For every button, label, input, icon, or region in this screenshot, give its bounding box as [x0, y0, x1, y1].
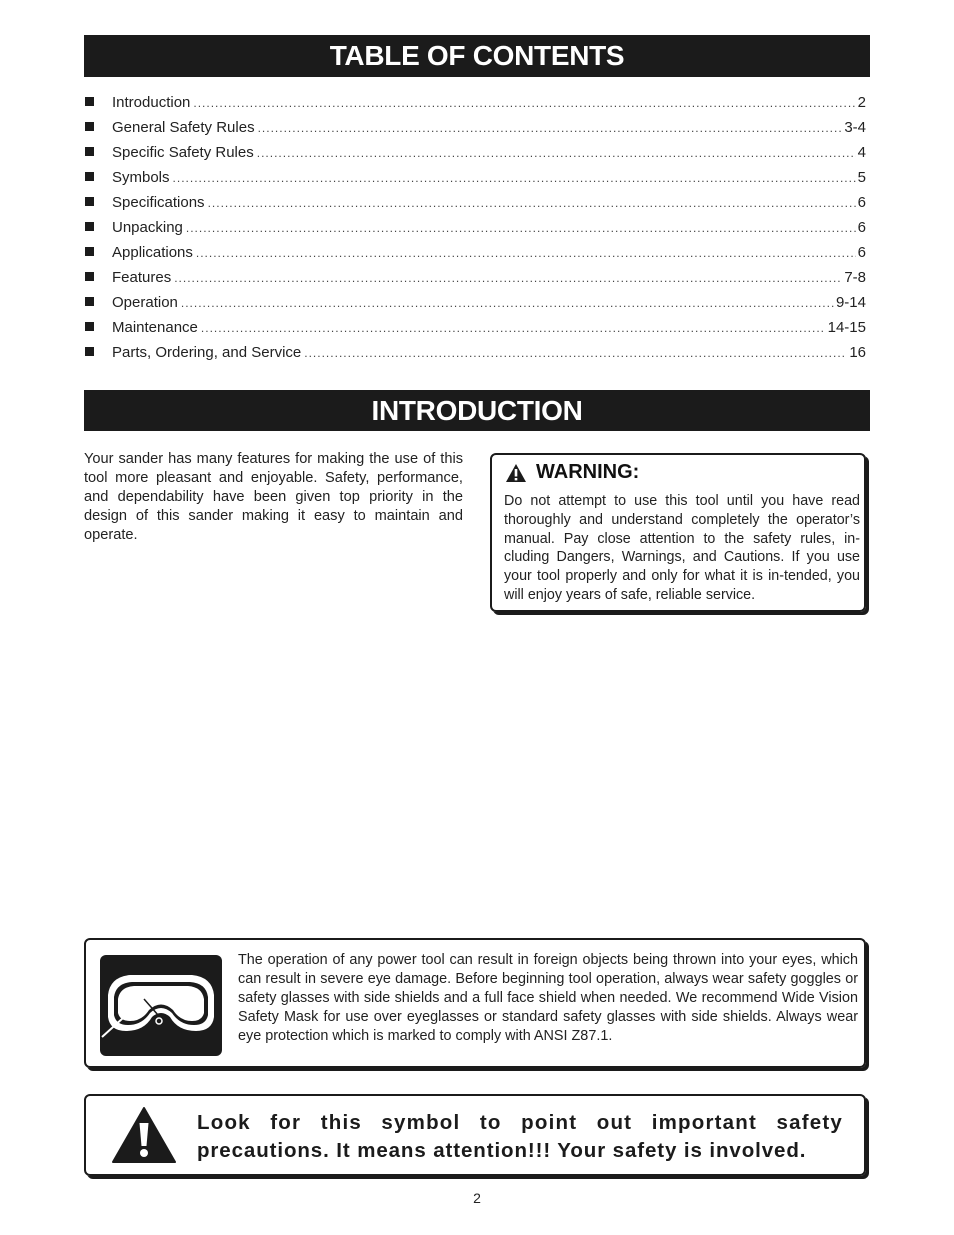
toc-item-page: 9-14: [835, 294, 866, 311]
toc-item: [84, 90, 866, 115]
bullet-square-icon: [85, 297, 94, 306]
bullet-square-icon: [85, 272, 94, 281]
toc-item: [84, 265, 866, 290]
toc-item: [84, 140, 866, 165]
toc-item-label: Specifications: [112, 194, 205, 211]
bullet-square-icon: [85, 322, 94, 331]
bullet-square-icon: [85, 222, 94, 231]
toc-item-label: General Safety Rules: [112, 119, 255, 136]
toc-dot-leader: [257, 141, 856, 166]
toc-item: [84, 215, 866, 240]
warning-triangle-icon: [112, 1106, 176, 1164]
safety-symbol-box: [84, 1094, 866, 1176]
bullet-square-icon: [85, 197, 94, 206]
toc-item-label: Symbols: [112, 169, 170, 186]
toc-item-label: Operation: [112, 294, 178, 311]
toc-item-page: 14-15: [827, 319, 866, 336]
toc-item-page: 6: [857, 194, 866, 211]
toc-item: [84, 165, 866, 190]
toc-dot-leader: [258, 116, 843, 141]
safety-symbol-line-2: precautions. It means attention!!! Your safety is involved.: [197, 1139, 807, 1162]
bullet-square-icon: [85, 172, 94, 181]
toc-item-label: Unpacking: [112, 219, 183, 236]
toc-item: [84, 315, 866, 340]
toc-dot-leader: [173, 166, 856, 191]
toc-item-label: Features: [112, 269, 172, 286]
bullet-square-icon: [85, 122, 94, 131]
toc-item: [84, 115, 866, 140]
toc-item-page: 6: [857, 244, 866, 261]
toc-item-label: Specific Safety Rules: [112, 144, 254, 161]
toc-item: [84, 240, 866, 265]
toc-title: TABLE OF CONTENTS: [84, 35, 870, 77]
warning-box: [490, 453, 866, 612]
bullet-square-icon: [85, 247, 94, 256]
toc-item-label: Introduction: [112, 94, 191, 111]
toc-item-label: Parts, Ordering, and Service: [112, 344, 302, 361]
bullet-square-icon: [85, 147, 94, 156]
toc-item-page: 2: [857, 94, 866, 111]
eye-protection-body: The operation of any power tool can result in foreign objects being thrown into your eyes, which can result in severe eye damage. Before beginning tool operation, always wear safety goggles or safety glasses with side shields and a full face shield when needed. We recommend Wide Vision Safety Mask for use over eyeglasses or standard safety glasses with side shields. Always wear eye protection which is marked to comply with ANSI Z87.1.: [238, 952, 858, 1044]
toc-dot-leader: [186, 216, 856, 241]
safety-symbol-text: [197, 1109, 843, 1165]
toc-dot-leader: [304, 341, 847, 366]
warning-heading: WARNING:: [536, 461, 640, 483]
toc-dot-leader: [208, 191, 856, 216]
page-number: 2: [473, 1190, 481, 1206]
toc-dot-leader: [201, 316, 826, 341]
bullet-square-icon: [85, 347, 94, 356]
toc-list: [84, 90, 866, 365]
toc-item: [84, 290, 866, 315]
warning-heading-row: [506, 461, 639, 484]
eye-protection-box: [84, 938, 866, 1068]
toc-item-page: 6: [857, 219, 866, 236]
toc-item: [84, 340, 866, 365]
bullet-square-icon: [85, 97, 94, 106]
toc-dot-leader: [196, 241, 856, 266]
toc-dot-leader: [174, 266, 842, 291]
toc-item-label: Maintenance: [112, 319, 198, 336]
toc-item-page: 3-4: [844, 119, 866, 136]
safety-symbol-line-1: Look for this symbol to point out important safety: [197, 1111, 843, 1134]
toc-item-label: Applications: [112, 244, 193, 261]
toc-item-page: 5: [857, 169, 866, 186]
toc-item: [84, 190, 866, 215]
toc-item-page: 7-8: [844, 269, 866, 286]
toc-item-page: 4: [857, 144, 866, 161]
warning-body: Do not attempt to use this tool until you have read thoroughly and understand completely the operator’s manual. Pay close attention to the safety rules, in-cluding Dangers, Warnings, and Cautions. If you use your tool properly and only for what it is in-tended, you will enjoy years of safe, reliable service.: [504, 493, 860, 603]
toc-dot-leader: [181, 291, 834, 316]
introduction-body: Your sander has many features for making the use of this tool more pleasant and enjoyable. Safety, performance, and dependability have been given top priority in the design of this sander making it easy to maintain and operate.: [84, 451, 463, 543]
warning-triangle-icon: [506, 464, 526, 482]
toc-item-page: 16: [849, 344, 866, 361]
introduction-title: INTRODUCTION: [84, 390, 870, 431]
safety-goggles-icon: [100, 955, 222, 1056]
toc-dot-leader: [193, 91, 855, 116]
